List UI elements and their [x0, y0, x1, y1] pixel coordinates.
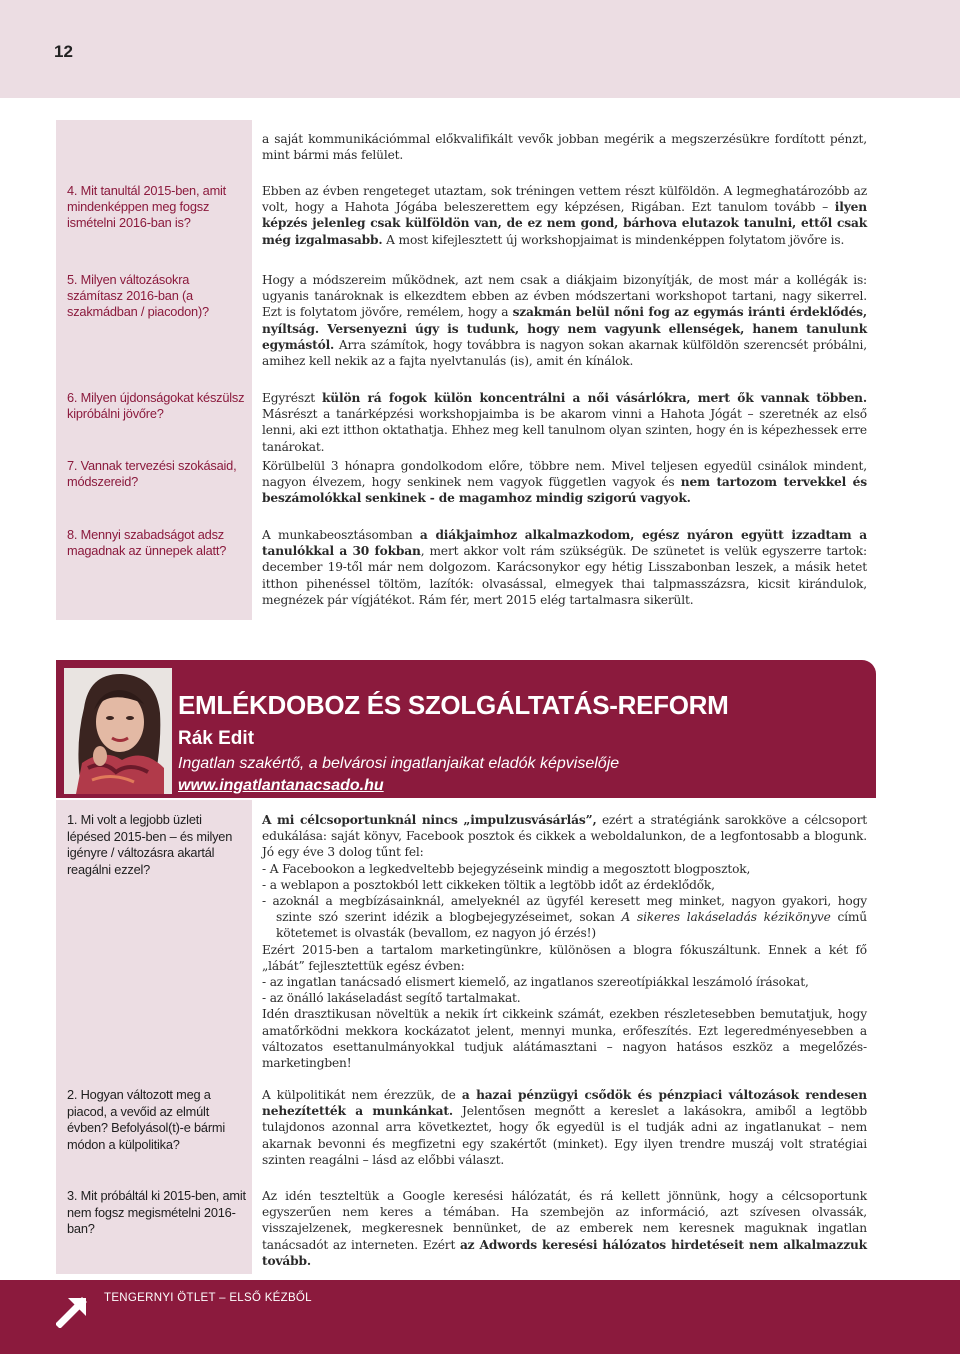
list-item: - az önálló lakáseladást segítő tartalmakat. [262, 991, 521, 1006]
person-name: Rák Edit [178, 728, 255, 749]
top-band [0, 0, 960, 98]
answer-5: Hogy a módszereim működnek, azt nem csak a diákjaim bizonyítják, de most már a kollégák is: ugyanis tanároknak is elkezdtem ebben az évben módszertani workshopot tartani, nagy sikerrel. Ezt is folytatom jövőre, remélem, hogy a szakmán belül nőni fog az egymás iránti érdeklődés, nyíltság. Versenyezni úgy is tudunk, hogy nem vagyunk ellenségek, hanem tanulunk egymástól. Arra számítok, hogy továbbra is nagyon sokan akarnak külföldön szerencsét próbálni, amihez kell nekik az a fajta nyelvtanulás (is), amit én kínálok. [262, 273, 867, 369]
question-6: 6. Milyen újdonságokat készülsz kipróbálni jövőre? [67, 390, 245, 421]
lower-answer-3: Az idén teszteltük a Google keresési hálózatát, és rá kellett jönnünk, hogy a célcsoportunk egyszerűen nem keres a témában. Ha szembejön az információ, azt szívesen olvassák, visszajelzenek, megkeresnek bennünket, de az emberek nem keresnek maguknak ingatlan tanácsadót az interneten. Ezért az Adwords keresési hálózatos hirdetéseit nem alkalmazzuk tovább. [262, 1189, 867, 1268]
website-link[interactable]: www.ingatlantanacsado.hu [178, 777, 384, 794]
lower-answer-1: A mi célcsoportunknál nincs „impulzusvásárlás”, ezért a stratégiánk sarokköve a célcsoport edukálása: saját könyv, Facebook posztok és cikkek a weboldalunkon, de a legfontosabb a blogunk. Jó egy éve 3 dolog tűnt fel: - A Facebookon a legkedveltebb bejegyzéseink mindig a megosztott blogposztok, - a weblapon a posztokból lett cikkeken töltik a legtöbb időt az érdeklődők, - azoknál a megbízásainknál, amelyeknél az ügyfél keresett meg minket, nagyon gyakori, hogy szinte szó szerint idézik a blogbejegyzéseimet, sokan A sikeres lakáseladás kézikönyve című kötetemet is olvasták (bevallom, ez nagyon jó érzés!) Ezért 2015-ben a tartalom marketingünkre, különösen a blogra fókuszáltunk. Ennek a két fő „lábát” fejlesztettük egész évben: - az ingatlan tanácsadó elismert kiemelő, az ingatlanos szereotípiákkal leszámoló írásokat, - az önálló lakáseladást segítő tartalmakat. Idén drasztikusan növeltük a nekik írt cikkeink számát, ezekben részletesebben bemutatjuk, hogy amatőrködni mekkora kockázatot jelent, mennyi munka, erőfeszítés. Ezt legeredményesebben a változatos esettanulmányokkal tudjuk alátámasztani – nagyon hatásos eszköz a megelőzés-marketingben! [262, 813, 867, 1071]
list-item: - az ingatlan tanácsadó elismert kiemelő, az ingatlanos szereotípiákkal leszámoló írásokat, [262, 975, 809, 990]
lower-answer-2: A külpolitikát nem érezzük, de a hazai pénzügyi csődök és pénzpiaci változások rendesen nehezítették a munkánkat. Jelentősen megnőtt a kereslet a lakásokra, amiből a legtöbb tulajdonos azonnal arra következtet, hogy ők egyedül is el tudják adni az ingatlanukat – nem akarnak bevonni és megfizetni egy szakértőt (minket). Egy ilyen trendre muszáj volt stratégiai szinten reagálni – lásd az előbbi választ. [262, 1088, 867, 1167]
question-5: 5. Milyen változásokra számítasz 2016-ban (a szakmádban / piacodon)? [67, 272, 209, 319]
person-role: Ingatlan szakértő, a belvárosi ingatlanjaikat eladók képviselője [178, 755, 620, 772]
footer-caption: TENGERNYI ÖTLET – ELSŐ KÉZBŐL [104, 1292, 312, 1304]
answer-4: Ebben az évben rengeteget utaztam, sok tréningen vettem részt külföldön. A legmeghatározóbb az volt, hogy a Hahota Jógába beleszerettem egy képzésen, Rigában. Ezt tanulom tovább – ilyen képzés jelenleg csak külföldön van, de ez nem gond, bárhova elutazok tanulni, ettől csak még izgalmasabb. A most kifejlesztett új workshopjaimat is mindenképpen folytatom jövőre is. [262, 184, 867, 247]
question-8: 8. Mennyi szabadságot adsz magadnak az ünnepek alatt? [67, 527, 227, 558]
list-item: - a weblapon a posztokból lett cikkeken töltik a legtöbb időt az érdeklődők, [262, 877, 715, 892]
answer-6: Egyrészt külön rá fogok külön koncentrálni a női vásárlókra, mert ők vannak többen. Másrészt a tanárképzési workshopjaimba is be akarom vinni a Hahota Jógát – szeretnék az első lenni, aki ezt itthon oktathatja. Ehhez meg kell tanulnom olyan szinten, hogy én is képezhessek erre tanárokat. [262, 391, 867, 454]
arrow-icon [56, 1292, 92, 1328]
answer-8: A munkabeosztásomban a diákjaimhoz alkalmazkodom, egész nyáron együtt izzadtam a tanulókkal a 30 fokban, mert akkor volt rám szükségük. De szünetet is velük egyszerre tartok: december 19-től már nem dolgozom. Karácsonykor egy hétig Lisszabonban leszek, a másik hetet itthon pihenéssel töltöm, lazítók: olvasással, elmegyek thai talpmasszázsra, kicsit kirándulok, megnézek pár vígjátékot. Rám fér, mert 2015 elég tartalmasra sikerült. [262, 528, 867, 607]
lower-question-2: 2. Hogyan változott meg a piacod, a vevőid az elmúlt évben? Befolyásol(t)-e bármi módon a külpolitika? [67, 1087, 225, 1152]
answer-7: Körülbelül 3 hónapra gondolkodom előre, többre nem. Mivel teljesen egyedül csinálok mindent, nagyon élvezem, hogy senkinek nem vagyok független vagyok és nem tartozom tervekkel és beszámolókkal senkinek - de magamhoz mindig szigorú vagyok. [262, 459, 867, 506]
banner-title: EMLÉKDOBOZ ÉS SZOLGÁLTATÁS-REFORM [178, 690, 729, 720]
list-item: - A Facebookon a legkedveltebb bejegyzéseink mindig a megosztott blogposztok, [262, 861, 751, 876]
question-7: 7. Vannak tervezési szokásaid, módszereid? [67, 458, 237, 489]
question-4: 4. Mit tanultál 2015-ben, amit mindenképpen meg fogsz ismételni 2016-ban is? [67, 183, 227, 230]
page-number: 12 [54, 42, 73, 61]
lower-question-3: 3. Mit próbáltál ki 2015-ben, amit nem fogsz megismételni 2016-ban? [67, 1188, 246, 1236]
lower-question-1: 1. Mi volt a legjobb üzleti lépésed 2015-ben – és milyen igényre / változásra akartál reagálni ezzel? [67, 812, 233, 877]
portrait-photo [64, 668, 172, 794]
blog-findings-list [262, 861, 867, 942]
list-item: - azoknál a megbízásainknál, amelyeknél az ügyfél keresett meg minket, nagyon gyakori, hogy szinte szó szerint idézik a blogbejegyzéseimet, sokan A sikeres lakáseladás kézikönyve című kötetemet is olvasták (bevallom, ez nagyon jó érzés!) [262, 894, 867, 941]
intro-paragraph: a saját kommunikációmmal előkvalifikált vevők jobban megérik a megszerzésükre fordított pénzt, mint bármi más felület. [262, 132, 867, 163]
content-pillars-list [262, 974, 867, 1006]
